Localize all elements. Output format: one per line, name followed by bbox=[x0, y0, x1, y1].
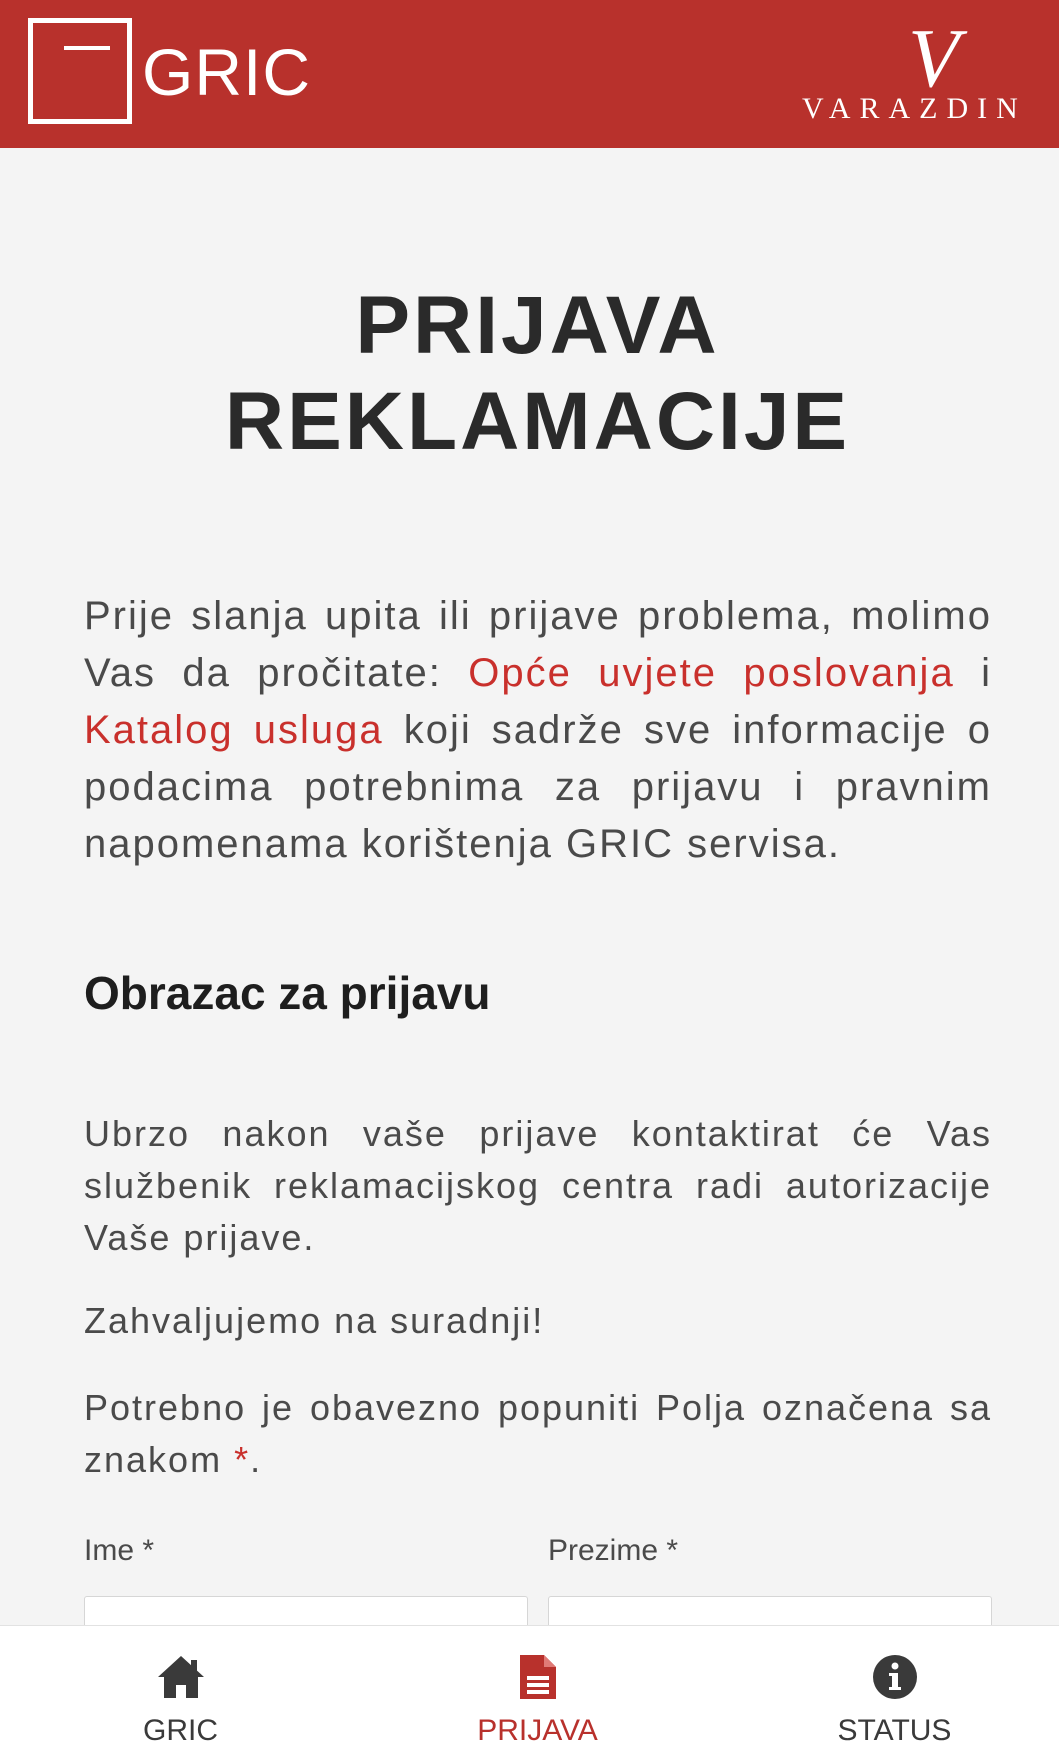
intro-text-2: koji sadrže sve informacije o podacima potrebnima za prijavu i pravnim napomenama korištenja GRIC servisa. bbox=[84, 708, 992, 866]
gric-logo-mark bbox=[28, 18, 132, 124]
required-star: * bbox=[234, 1439, 251, 1480]
page-title bbox=[0, 278, 1059, 470]
terms-link[interactable]: Opće uvjete poslovanja bbox=[468, 651, 955, 695]
nav-label-gric: GRIC bbox=[143, 1714, 218, 1747]
app-header bbox=[0, 0, 1059, 148]
document-icon bbox=[511, 1650, 565, 1704]
main-content bbox=[0, 148, 1059, 1625]
bottom-navigation bbox=[0, 1625, 1059, 1755]
nav-item-prijava[interactable] bbox=[361, 1626, 714, 1755]
intro-text-between: i bbox=[954, 651, 992, 695]
last-name-label: Prezime * bbox=[548, 1534, 679, 1567]
intro-text-1: Prije slanja upita ili prijave problema, molimo Vas da pročitate: bbox=[84, 594, 992, 695]
gric-logo-text: GRIC bbox=[142, 35, 311, 109]
thanks-text: Zahvaljujemo na suradnji! bbox=[84, 1300, 545, 1341]
service-catalog-link[interactable]: Katalog usluga bbox=[84, 708, 384, 752]
varazdin-logo-text: VARAZDIN bbox=[802, 92, 1027, 125]
nav-item-status[interactable] bbox=[718, 1626, 1059, 1755]
required-fields-note bbox=[84, 1382, 992, 1486]
nav-item-gric[interactable] bbox=[4, 1626, 357, 1755]
varazdin-logo bbox=[790, 14, 1059, 134]
form-section-title: Obrazac za prijavu bbox=[84, 967, 491, 1019]
first-name-label: Ime * bbox=[84, 1534, 155, 1567]
nav-label-status: STATUS bbox=[837, 1714, 952, 1747]
gric-logo-line bbox=[64, 46, 110, 50]
info-icon bbox=[868, 1650, 922, 1704]
home-icon bbox=[154, 1650, 208, 1704]
contact-note: Ubrzo nakon vaše prijave kontaktirat će Vas službenik reklamacijskog centra radi autorizacije Vaše prijave. bbox=[84, 1113, 992, 1258]
intro-paragraph bbox=[84, 588, 992, 873]
required-text: Potrebno je obavezno popuniti Polja označena sa znakom bbox=[84, 1387, 992, 1480]
page-title-line2: REKLAMACIJE bbox=[224, 376, 851, 467]
nav-label-prijava: PRIJAVA bbox=[477, 1714, 598, 1747]
varazdin-logo-letter: V bbox=[908, 12, 960, 105]
required-end: . bbox=[250, 1439, 263, 1480]
page-title-line1: PRIJAVA bbox=[355, 280, 720, 371]
